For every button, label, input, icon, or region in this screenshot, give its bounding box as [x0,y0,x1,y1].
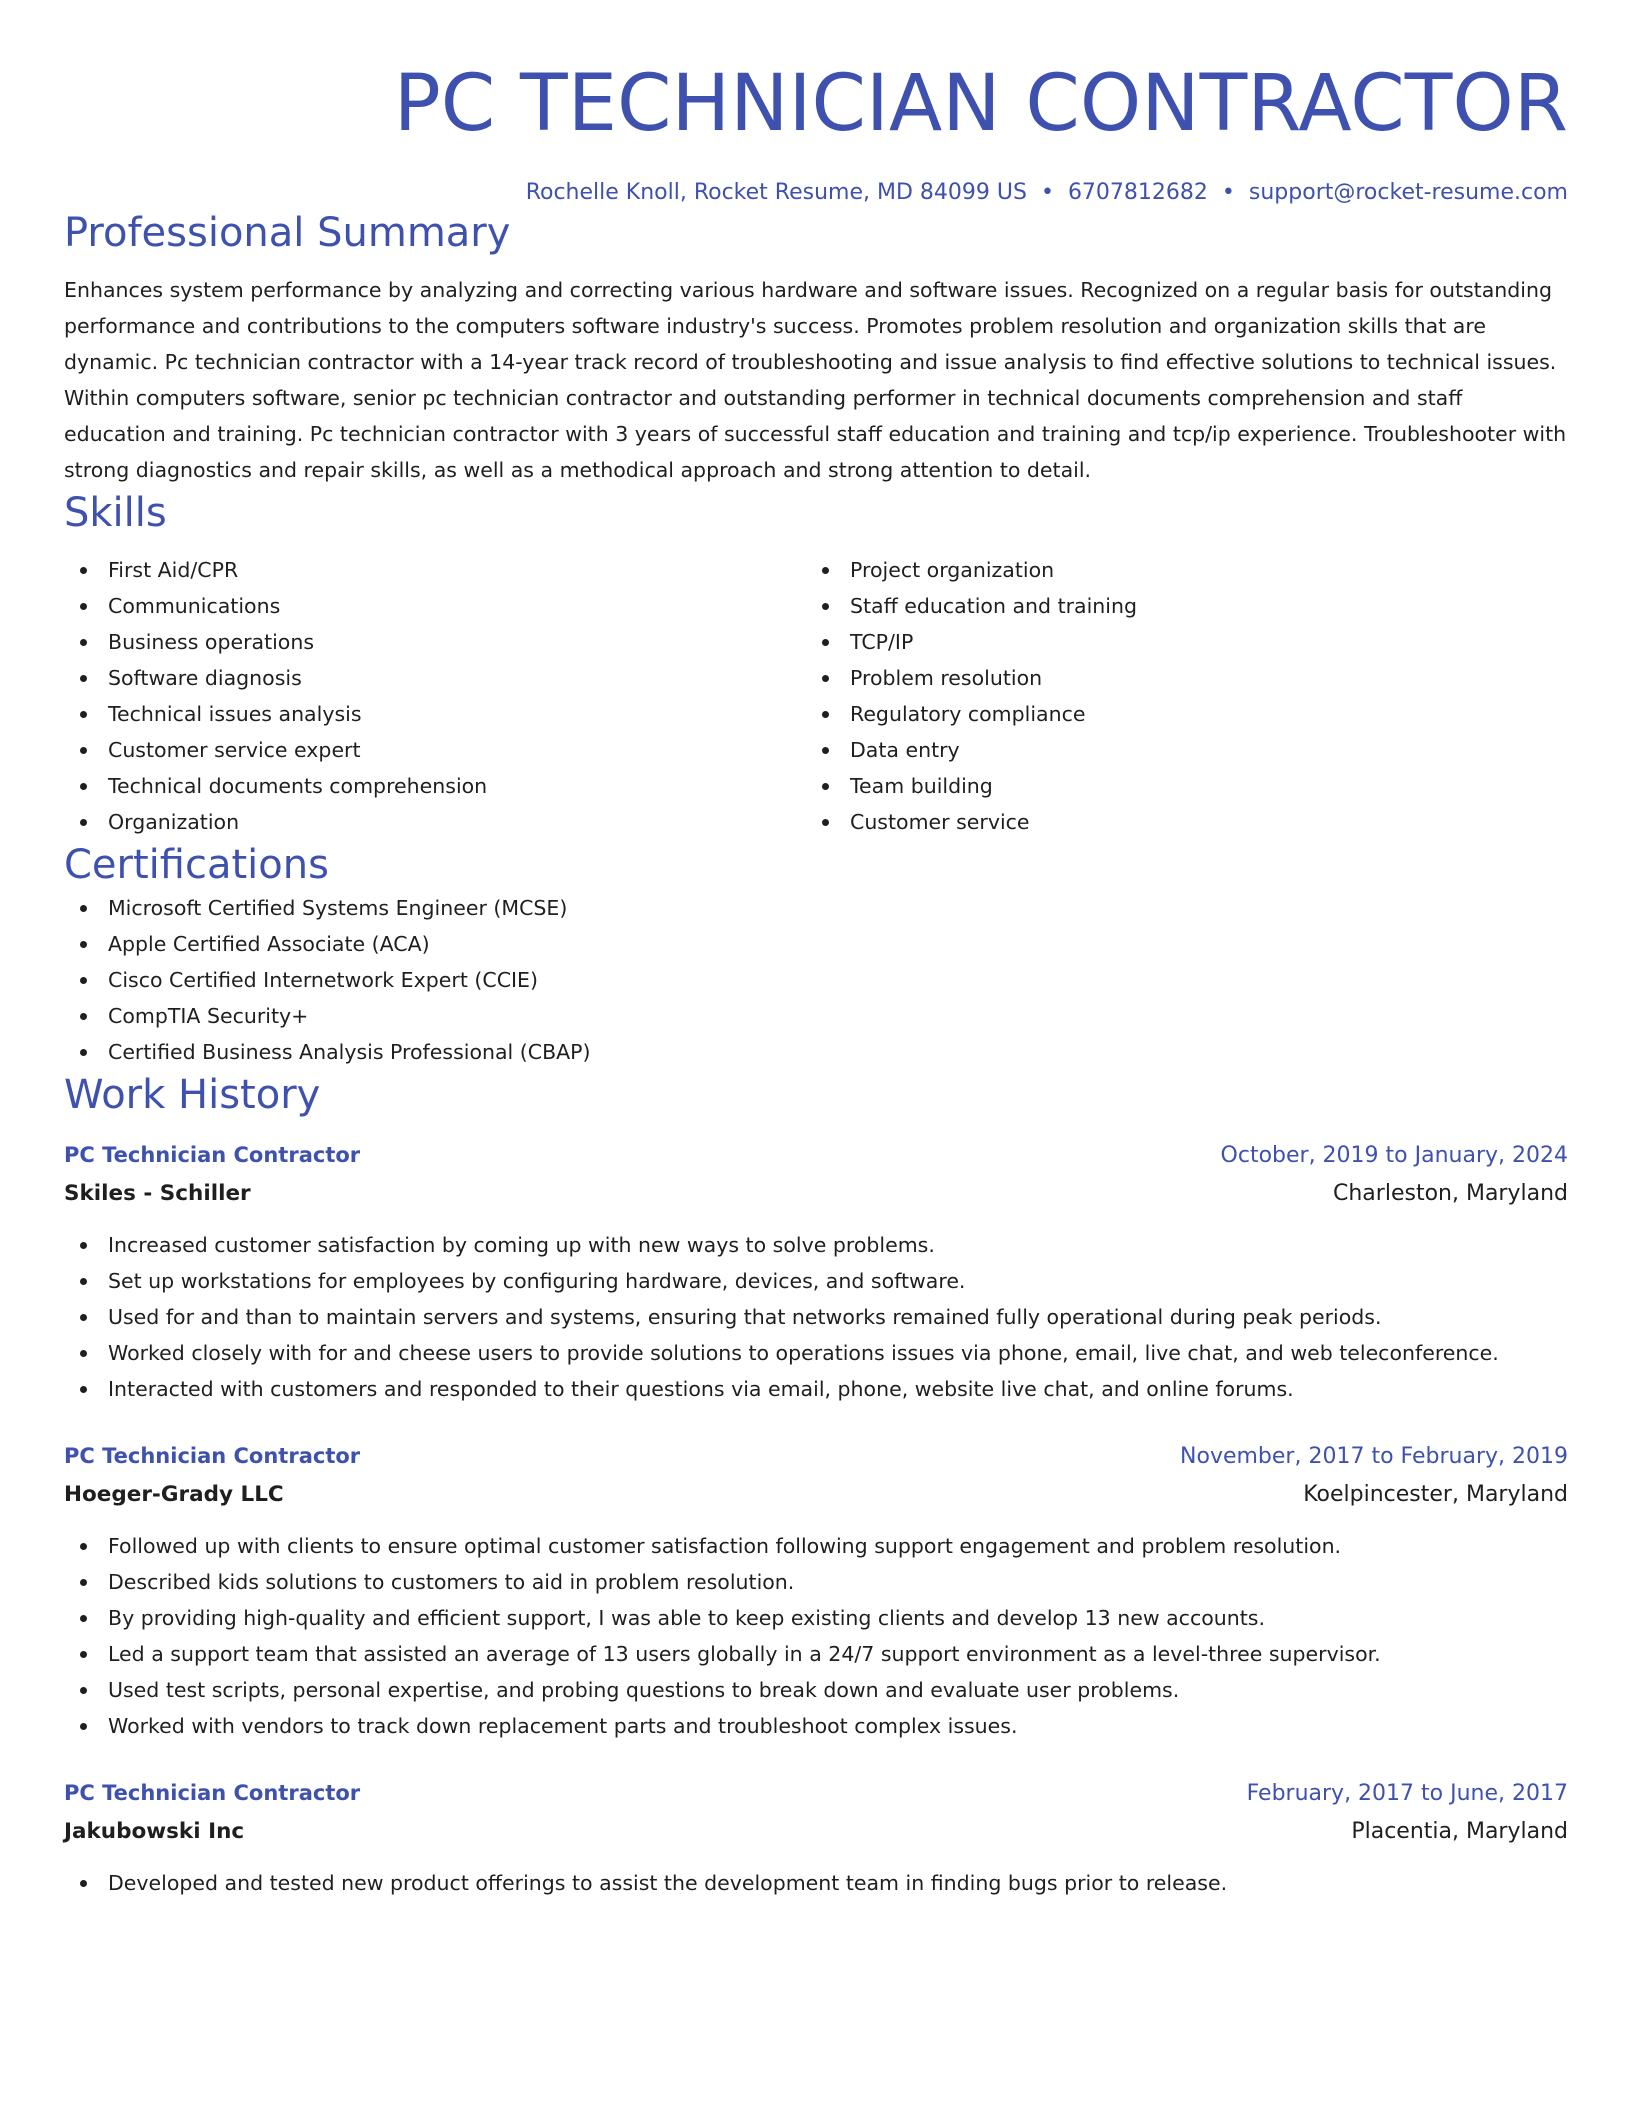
skill-item [64,660,806,696]
skill-item-text: Customer service expert [108,738,361,762]
bullet-dot-icon [80,1242,87,1249]
job-company: Skiles - Schiller [64,1181,251,1206]
skill-item [806,696,1548,732]
bullet-dot-icon [822,783,829,790]
skill-item [806,732,1548,768]
certification-item-text: Cisco Certified Internetwork Expert (CCIE) [108,968,538,992]
job-duty-item [64,1299,1568,1335]
bullet-dot-icon [80,1314,87,1321]
bullet-dot-icon [822,819,829,826]
contact-address: Rochelle Knoll, Rocket Resume, MD 84099 US [525,180,1027,205]
job-dates: October, 2019 to January, 2024 [1220,1143,1568,1168]
job-duty-item-text: Interacted with customers and responded to their questions via email, phone, website live chat, and online forums. [108,1377,1294,1401]
bullet-dot-icon [80,1615,87,1622]
contact-email[interactable]: support@rocket-resume.com [1248,180,1568,205]
skill-item [64,696,806,732]
job-duty-item-text: Described kids solutions to customers to aid in problem resolution. [108,1570,795,1594]
skill-item [806,768,1548,804]
skill-item-text: Business operations [108,630,315,654]
skill-item [64,768,806,804]
skill-item [64,588,806,624]
skill-item-text: TCP/IP [850,630,914,654]
skill-item-text: Problem resolution [850,666,1043,690]
job-duties-list [64,1865,1568,1901]
job-duty-item [64,1335,1568,1371]
summary-text: Enhances system performance by analyzing and correcting various hardware and software issues. Recognized on a regular basis for outstanding performance and contributions to the computers software industry's success. Promotes problem resolution and organization skills that are dynamic. Pc technician contractor with a 14-year track record of troubleshooting and issue analysis to find effective solutions to technical issues. Within computers software, senior pc technician contractor and outstanding performer in technical documents comprehension and staff education and training. Pc technician contractor with 3 years of successful staff education and training and tcp/ip experience. Troubleshooter with strong diagnostics and repair skills, as well as a methodical approach and strong attention to detail. [64,278,1567,482]
job-dates: February, 2017 to June, 2017 [1246,1781,1568,1806]
certification-item-text: CompTIA Security+ [108,1004,309,1028]
job-duty-item-text: Increased customer satisfaction by coming up with new ways to solve problems. [108,1233,935,1257]
bullet-dot-icon [80,1386,87,1393]
job-duty-item-text: Worked closely with for and cheese users to provide solutions to operations issues via phone, email, live chat, and web teleconference. [108,1341,1499,1365]
bullet-dot-icon [80,1350,87,1357]
bullet-dot-icon [80,905,87,912]
job-company: Jakubowski Inc [64,1819,245,1844]
job-location: Placentia, Maryland [1351,1819,1568,1844]
job-dates: November, 2017 to February, 2019 [1180,1444,1568,1469]
skills-heading: Skills [64,490,167,536]
job-duty-item [64,1263,1568,1299]
job-duties-list [64,1528,1568,1744]
job-duty-item-text: Developed and tested new product offerings to assist the development team in finding bugs prior to release. [108,1871,1228,1895]
job-location: Koelpincester, Maryland [1303,1482,1568,1507]
job-duty-item [64,1636,1568,1672]
contact-line [64,178,1568,208]
bullet-dot-icon [80,783,87,790]
job-title-row [64,1437,1568,1476]
skill-item-text: Team building [850,774,993,798]
job-duty-item [64,1708,1568,1744]
certifications-heading: Certifications [64,842,329,888]
job-duty-item-text: Worked with vendors to track down replacement parts and troubleshoot complex issues. [108,1714,1018,1738]
job-duty-item [64,1600,1568,1636]
bullet-dot-icon [80,747,87,754]
bullet-dot-icon [80,675,87,682]
contact-separator: • [1040,180,1054,205]
job-entry [64,1437,1568,1744]
bullet-dot-icon [80,711,87,718]
job-duty-item [64,1528,1568,1564]
skill-item [64,552,806,588]
work-history-heading: Work History [64,1072,321,1118]
skill-item-text: Communications [108,594,281,618]
skill-item-text: Project organization [850,558,1055,582]
skill-item-text: Customer service [850,810,1030,834]
skill-item-text: Software diagnosis [108,666,302,690]
bullet-dot-icon [80,1013,87,1020]
job-duty-item-text: By providing high-quality and efficient support, I was able to keep existing clients and develop 13 new accounts. [108,1606,1265,1630]
job-duty-item [64,1371,1568,1407]
job-company-row [64,1813,1568,1851]
job-title: PC Technician Contractor [64,1781,361,1805]
bullet-dot-icon [80,1651,87,1658]
job-title-row [64,1774,1568,1813]
skills-grid [64,552,1568,840]
job-duties-list [64,1227,1568,1407]
job-duty-item [64,1672,1568,1708]
job-duty-item-text: Set up workstations for employees by configuring hardware, devices, and software. [108,1269,966,1293]
certification-item [64,998,1568,1034]
job-duty-item-text: Followed up with clients to ensure optimal customer satisfaction following support engagement and problem resolution. [108,1534,1342,1558]
bullet-dot-icon [822,603,829,610]
skill-item-text: Staff education and training [850,594,1137,618]
bullet-dot-icon [822,567,829,574]
bullet-dot-icon [822,747,829,754]
job-company: Hoeger-Grady LLC [64,1482,284,1507]
bullet-dot-icon [80,1880,87,1887]
skill-item [806,624,1548,660]
certification-item [64,890,1568,926]
bullet-dot-icon [80,977,87,984]
job-duty-item [64,1865,1568,1901]
skill-item [806,552,1548,588]
job-location: Charleston, Maryland [1333,1181,1568,1206]
contact-separator: • [1221,180,1235,205]
skill-item-text: First Aid/CPR [108,558,239,582]
certification-item-text: Microsoft Certified Systems Engineer (MCSE) [108,896,568,920]
certifications-list [64,890,1568,1070]
bullet-dot-icon [80,1687,87,1694]
resume-page [64,0,1568,1901]
work-history-list [64,1136,1568,1901]
certification-item-text: Apple Certified Associate (ACA) [108,932,430,956]
skill-item-text: Regulatory compliance [850,702,1086,726]
contact-phone[interactable]: 6707812682 [1067,180,1208,205]
job-title: PC Technician Contractor [64,1143,361,1167]
bullet-dot-icon [80,639,87,646]
bullet-dot-icon [80,1278,87,1285]
skill-item [806,804,1548,840]
skill-item-text: Data entry [850,738,960,762]
bullet-dot-icon [822,639,829,646]
skills-list-right [806,552,1548,840]
bullet-dot-icon [80,941,87,948]
job-duty-item-text: Used test scripts, personal expertise, and probing questions to break down and evaluate user problems. [108,1678,1180,1702]
skill-item-text: Organization [108,810,240,834]
job-company-row [64,1175,1568,1213]
bullet-dot-icon [822,675,829,682]
summary-heading: Professional Summary [64,210,511,256]
job-entry [64,1136,1568,1407]
job-title: PC Technician Contractor [64,1444,361,1468]
job-duty-item [64,1564,1568,1600]
skill-item [64,624,806,660]
job-entry [64,1774,1568,1901]
bullet-dot-icon [80,603,87,610]
skill-item-text: Technical issues analysis [108,702,362,726]
certification-item-text: Certified Business Analysis Professional (CBAP) [108,1040,591,1064]
job-duty-item [64,1227,1568,1263]
skill-item [806,660,1548,696]
bullet-dot-icon [80,1579,87,1586]
certification-item [64,962,1568,998]
job-title-row [64,1136,1568,1175]
bullet-dot-icon [80,567,87,574]
bullet-dot-icon [822,711,829,718]
certification-item [64,1034,1568,1070]
bullet-dot-icon [80,1723,87,1730]
certification-item [64,926,1568,962]
skill-item-text: Technical documents comprehension [108,774,488,798]
skills-list-left [64,552,806,840]
skill-item [64,804,806,840]
skill-item [64,732,806,768]
job-duty-item-text: Led a support team that assisted an average of 13 users globally in a 24/7 support environment as a level-three supervisor. [108,1642,1381,1666]
job-company-row [64,1476,1568,1514]
job-duty-item-text: Used for and than to maintain servers and systems, ensuring that networks remained fully operational during peak periods. [108,1305,1382,1329]
bullet-dot-icon [80,1543,87,1550]
resume-title: PC TECHNICIAN CONTRACTOR [393,59,1568,149]
skill-item [806,588,1548,624]
bullet-dot-icon [80,1049,87,1056]
bullet-dot-icon [80,819,87,826]
